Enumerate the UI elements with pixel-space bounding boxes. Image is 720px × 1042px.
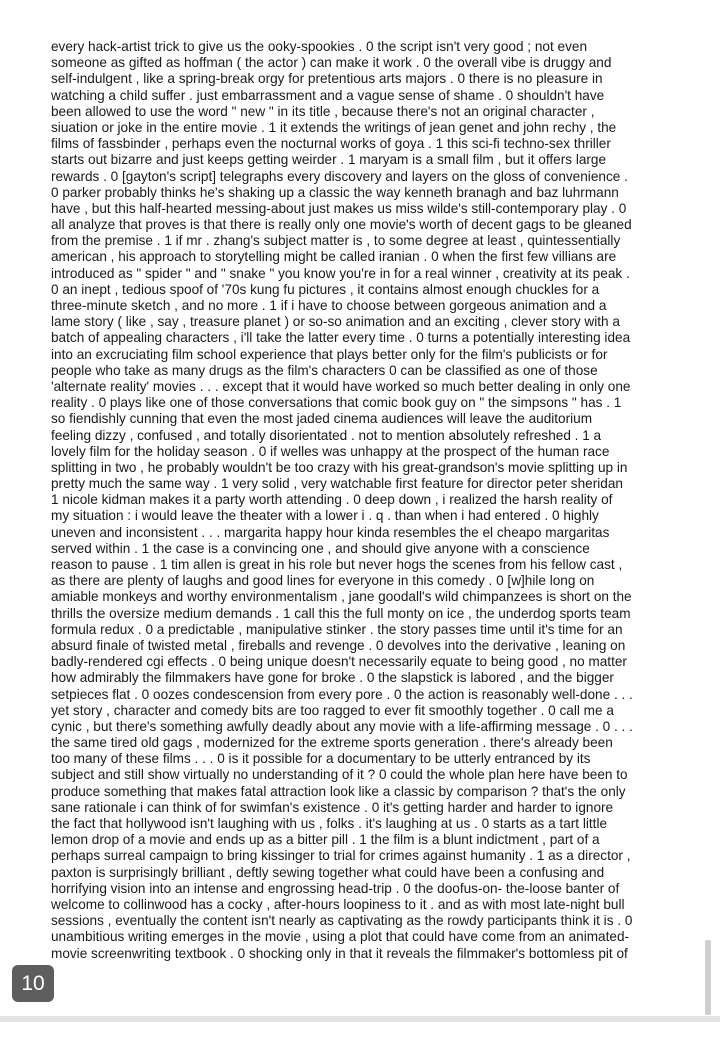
text-line: absurd finale of twisted metal , fireballs and revenge . 0 devolves into the derivative , leaning on — [51, 637, 626, 653]
text-line: served within . 1 the case is a convincing one , and should give anyone with a conscience — [51, 540, 590, 556]
text-line: into an excruciating film school experience that plays better only for the film's publicists or for — [51, 346, 608, 362]
text-line: as there are plenty of laughs and good lines for everyone in this comedy . 0 [w]hile long on — [51, 573, 595, 589]
text-line: perhaps surreal campaign to bring kissinger to trial for crimes against humanity . 1 as a director , — [51, 848, 631, 864]
text-line: splitting in two , he probably wouldn't be too crazy with his great-grandson's movie splitting up in — [51, 459, 628, 475]
text-line: uneven and inconsistent . . . margarita happy hour kinda resembles the el cheapo margaritas — [51, 524, 610, 540]
text-line: badly-rendered cgi effects . 0 being unique doesn't necessarily equate to being good , no matter — [51, 654, 627, 670]
text-line: 'alternate reality' movies . . . except that it would have worked so much better dealing in only one — [51, 378, 631, 394]
text-line: sessions , eventually the content isn't nearly as captivating as the rowdy participants think it is . 0 — [51, 913, 633, 929]
text-line: lame story ( like , say , treasure planet ) or so-so animation and an exciting , clever story with a — [51, 314, 620, 330]
page-number-badge[interactable]: 10 — [12, 965, 54, 1002]
text-line: reason to pause . 1 tim allen is great in his role but never hogs the scenes from his fellow cast , — [51, 557, 623, 572]
text-line: how admirably the filmmakers have gone for broke . 0 the slapstick is labored , and the bigger — [51, 670, 614, 686]
text-line: every hack-artist trick to give us the ooky-spookies . 0 the script isn't very good ; not even — [51, 39, 588, 54]
text-line: 1 nicole kidman makes it a party worth attending . 0 deep down , i realized the harsh reality of — [51, 492, 613, 508]
text-line: subject and still show virtually no understanding of it ? 0 could the whole plan here have been to — [51, 767, 628, 783]
text-line: setpieces flat . 0 oozes condescension from every pore . 0 the action is reasonably well-done . . . — [51, 686, 633, 702]
text-line: three-minute sketch , and no more . 1 if i have to choose between gorgeous animation and a — [51, 298, 607, 313]
text-line: have , but this half-hearted messing-about just makes us miss wilde's still-contemporary play . 0 — [51, 200, 627, 216]
text-line: thrills the oversize medium demands . 1 call this the full monty on ice , the underdog sports team — [51, 605, 631, 621]
text-line: produce something that makes fatal attraction look like a classic by comparison ? that's the only — [51, 783, 626, 799]
text-line: lemon drop of a movie and ends up as a bitter pill . 1 the film is a blunt indictment , part of a — [51, 832, 600, 848]
text-line: cynic , but there's something awfully deadly about any movie with a life-affirming message . 0 . . . — [51, 718, 633, 734]
text-line: sane rationale i can think of for swimfan's existence . 0 it's getting harder and harder to ignore — [51, 799, 614, 815]
text-line: movie screenwriting textbook . 0 shocking only in that it reveals the filmmaker's bottomless pit of — [51, 945, 628, 961]
horizontal-scrollbar[interactable] — [0, 1016, 720, 1022]
text-line: too many of these films . . . 0 is it possible for a documentary to be utterly entranced by its — [51, 751, 591, 767]
text-line: welcome to collinwood has a cocky , after-hours loopiness to it . and as with most late-night bull — [51, 896, 625, 912]
text-line: feeling dizzy , confused , and totally disorientated . not to mention absolutely refreshed . 1 a — [51, 427, 602, 443]
text-line: self-indulgent , like a spring-break orgy for pretentious arts majors . 0 there is no pleasure in — [51, 71, 603, 87]
text-line: siuation or joke in the entire movie . 1 it extends the writings of jean genet and john rechy , the — [51, 119, 617, 135]
text-line: formula redux . 0 a predictable , manipulative stinker . the story passes time until it's time for an — [51, 621, 623, 637]
text-line: rewards . 0 [gayton's script] telegraphs every discovery and layers on the gloss of convenience . — [51, 168, 628, 184]
text-line: horrifying vision into an intense and engrossing head-trip . 0 the doofus-on- the-loose banter of — [51, 880, 620, 896]
text-line: pretty much the same way . 1 very solid , very watchable first feature for director peter sheridan — [51, 476, 623, 492]
text-line: so fiendishly cunning that even the most jaded cinema audiences will leave the auditorium — [51, 411, 593, 427]
text-line: batch of appealing characters , i'll take the latter every time . 0 turns a potentially interesting idea — [51, 330, 631, 346]
text-line: american , his approach to storytelling might be called iranian . 0 when the first few villians are — [51, 249, 617, 265]
text-line: been allowed to use the word " new " in its title , because there's not an original character , — [51, 103, 595, 119]
text-line: the same tired old gags , modernized for the extreme sports generation . there's already been — [51, 735, 613, 751]
text-line: starts out bizarre and just keeps getting weirder . 1 maryam is a small film , but it offers large — [51, 152, 607, 168]
text-line: yet story , character and comedy bits are too ragged to ever fit smoothly together . 0 call me a — [51, 702, 614, 718]
text-line: films of fassbinder , perhaps even the nocturnal works of goya . 1 this sci-fi techno-sex thriller — [51, 136, 611, 152]
text-line: 0 an inept , tedious spoof of '70s kung fu pictures , it contains almost enough chuckles for a — [51, 281, 600, 297]
text-line: watching a child suffer . just embarrassment and a vague sense of shame . 0 shouldn't have — [51, 87, 605, 103]
text-line: reality . 0 plays like one of those conversations that comic book guy on " the simpsons " has . 1 — [51, 395, 622, 411]
document-text — [51, 39, 681, 962]
vertical-scrollbar-thumb[interactable] — [705, 940, 711, 1015]
text-line: the fact that hollywood isn't laughing with us , folks . it's laughing at us . 0 starts as a tart little — [51, 816, 608, 831]
text-line: people who take as many drugs as the film's characters 0 can be classified as one of those — [51, 362, 598, 378]
text-line: my situation : i would leave the theater with a lower i . q . than when i had entered . 0 highly — [51, 508, 599, 524]
text-line: 0 parker probably thinks he's shaking up a classic the way kenneth branagh and baz luhrmann — [51, 184, 619, 200]
text-line: all analyze that proves is that there is really only one movie's worth of decent gags to be gleaned — [51, 217, 632, 233]
text-line: unambitious writing emerges in the movie , using a plot that could have come from an animated- — [51, 929, 630, 945]
text-line: introduced as " spider " and " snake " you know you're in for a real winner , creativity at its peak . — [51, 265, 630, 281]
text-line: amiable monkeys and worthy environmentalism , jane goodall's wild chimpanzees is short on the — [51, 589, 632, 605]
text-line: paxton is surprisingly brilliant , deftly sewing together what could have been a confusing and — [51, 864, 605, 880]
text-line: from the premise . 1 if mr . zhang's subject matter is , to some degree at least , quintessentially — [51, 233, 621, 249]
text-line: lovely film for the holiday season . 0 if welles was unhappy at the prospect of the human race — [51, 443, 610, 459]
text-line: someone as gifted as hoffman ( the actor ) can make it work . 0 the overall vibe is druggy and — [51, 55, 612, 71]
